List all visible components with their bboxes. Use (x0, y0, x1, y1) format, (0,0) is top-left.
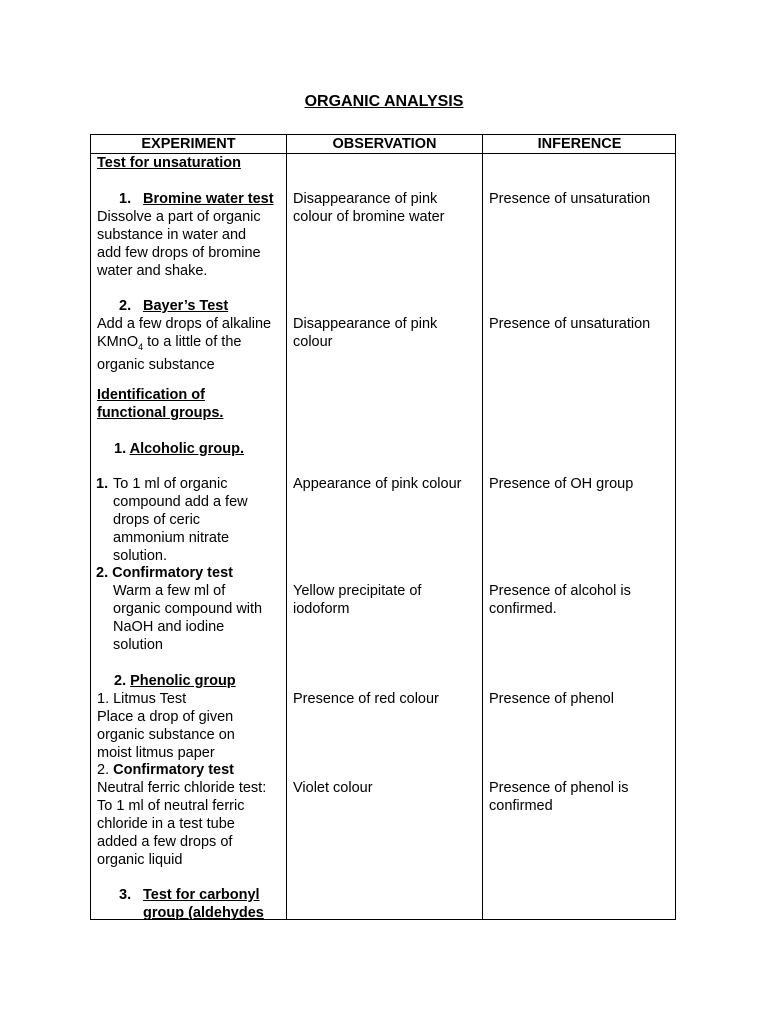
list-number: 1. (96, 476, 109, 492)
bromine-inference: Presence of unsaturation (489, 191, 651, 207)
carbonyl-test-label (143, 886, 264, 922)
litmus-test-label: 1. Litmus Test (97, 691, 187, 707)
procedure-line: chloride in a test tube (97, 816, 235, 832)
heading-line: group (aldehydes (143, 905, 264, 921)
phenolic-group-title (114, 672, 236, 690)
procedure-line: organic liquid (97, 852, 183, 868)
analysis-table (90, 134, 676, 920)
procedure-line: solution. (113, 548, 168, 564)
ceric-inference: Presence of OH group (489, 476, 634, 492)
bayer-test-procedure (97, 315, 271, 374)
litmus-inference: Presence of phenol (489, 691, 614, 707)
bromine-observation (293, 190, 445, 226)
procedure-line: Warm a few ml of (113, 583, 226, 599)
ferric-chloride-test-procedure (97, 779, 266, 869)
bayer-test-label: Bayer’s Test (143, 298, 229, 314)
phenol-confirmatory-label: Confirmatory test (113, 762, 234, 778)
procedure-line (97, 333, 271, 356)
procedure-line: Neutral ferric chloride test: (97, 780, 267, 796)
column-divider (286, 135, 287, 919)
ferric-chloride-inference (489, 779, 628, 815)
procedure-line: NaOH and iodine (113, 619, 225, 635)
observation-line: colour of bromine water (293, 209, 445, 225)
bayer-test-title (119, 297, 228, 315)
observation-line: Yellow precipitate of (293, 583, 422, 599)
bayer-inference: Presence of unsaturation (489, 316, 651, 332)
procedure-line: compound add a few (113, 494, 248, 510)
procedure-text: to a little of the (143, 334, 242, 350)
section-heading-unsaturation: Test for unsaturation (97, 155, 241, 171)
procedure-line: water and shake. (97, 263, 208, 279)
alcoholic-group-title (114, 440, 244, 458)
procedure-line: solution (113, 637, 163, 653)
list-number: 2. (119, 298, 132, 314)
ceric-test-procedure (113, 475, 248, 565)
bayer-observation (293, 315, 437, 351)
procedure-line: substance in water and (97, 227, 247, 243)
ceric-observation: Appearance of pink colour (293, 476, 462, 492)
list-number: 1. (114, 441, 127, 457)
procedure-line: organic compound with (113, 601, 263, 617)
observation-line: iodoform (293, 601, 350, 617)
inference-line: Presence of alcohol is (489, 583, 631, 599)
list-number: 3. (119, 887, 132, 903)
observation-line: colour (293, 334, 333, 350)
phenolic-group-label: Phenolic group (130, 673, 236, 689)
iodoform-inference (489, 582, 631, 618)
phenol-confirmatory-title (97, 761, 234, 779)
list-number: 2. (114, 673, 127, 689)
ferric-chloride-observation: Violet colour (293, 780, 373, 796)
alcohol-confirmatory-label: 2. Confirmatory test (96, 565, 233, 581)
iodoform-test-procedure (113, 582, 262, 654)
procedure-line: Dissolve a part of organic (97, 209, 261, 225)
page-title: ORGANIC ANALYSIS (304, 93, 464, 110)
iodoform-observation (293, 582, 421, 618)
list-number: 2. (97, 762, 110, 778)
procedure-line: To 1 ml of neutral ferric (97, 798, 245, 814)
procedure-line: organic substance on (97, 727, 235, 743)
header-observation: OBSERVATION (332, 136, 437, 152)
procedure-line: add few drops of bromine (97, 245, 261, 261)
procedure-line: To 1 ml of organic (113, 476, 228, 492)
procedure-line: added a few drops of (97, 834, 233, 850)
section-heading-functional-groups (97, 386, 223, 422)
procedure-line: drops of ceric (113, 512, 201, 528)
inference-line: confirmed (489, 798, 553, 814)
inference-line: Presence of phenol is (489, 780, 629, 796)
procedure-line: Add a few drops of alkaline (97, 316, 272, 332)
procedure-line: moist litmus paper (97, 745, 215, 761)
kmno4-subscript: 4 (138, 341, 144, 352)
alcoholic-group-label: Alcoholic group. (129, 441, 244, 457)
carbonyl-test-title (119, 886, 264, 922)
litmus-test-procedure (97, 690, 235, 762)
procedure-line: Place a drop of given (97, 709, 234, 725)
header-inference: INFERENCE (537, 136, 622, 152)
header-experiment: EXPERIMENT (141, 136, 236, 152)
procedure-line: organic substance (97, 356, 215, 373)
litmus-observation: Presence of red colour (293, 691, 439, 707)
bromine-test-label: Bromine water test (143, 191, 274, 207)
heading-line: functional groups. (97, 405, 224, 421)
procedure-line: ammonium nitrate (113, 530, 230, 546)
heading-line: Test for carbonyl (143, 887, 260, 903)
observation-line: Disappearance of pink (293, 316, 438, 332)
list-number: 1. (119, 191, 132, 207)
inference-line: confirmed. (489, 601, 557, 617)
kmno4-formula: KMnO (97, 334, 139, 350)
heading-line: Identification of (97, 387, 205, 403)
observation-line: Disappearance of pink (293, 191, 438, 207)
bromine-test-title (119, 190, 274, 208)
bromine-test-procedure (97, 208, 261, 280)
column-divider (482, 135, 483, 919)
